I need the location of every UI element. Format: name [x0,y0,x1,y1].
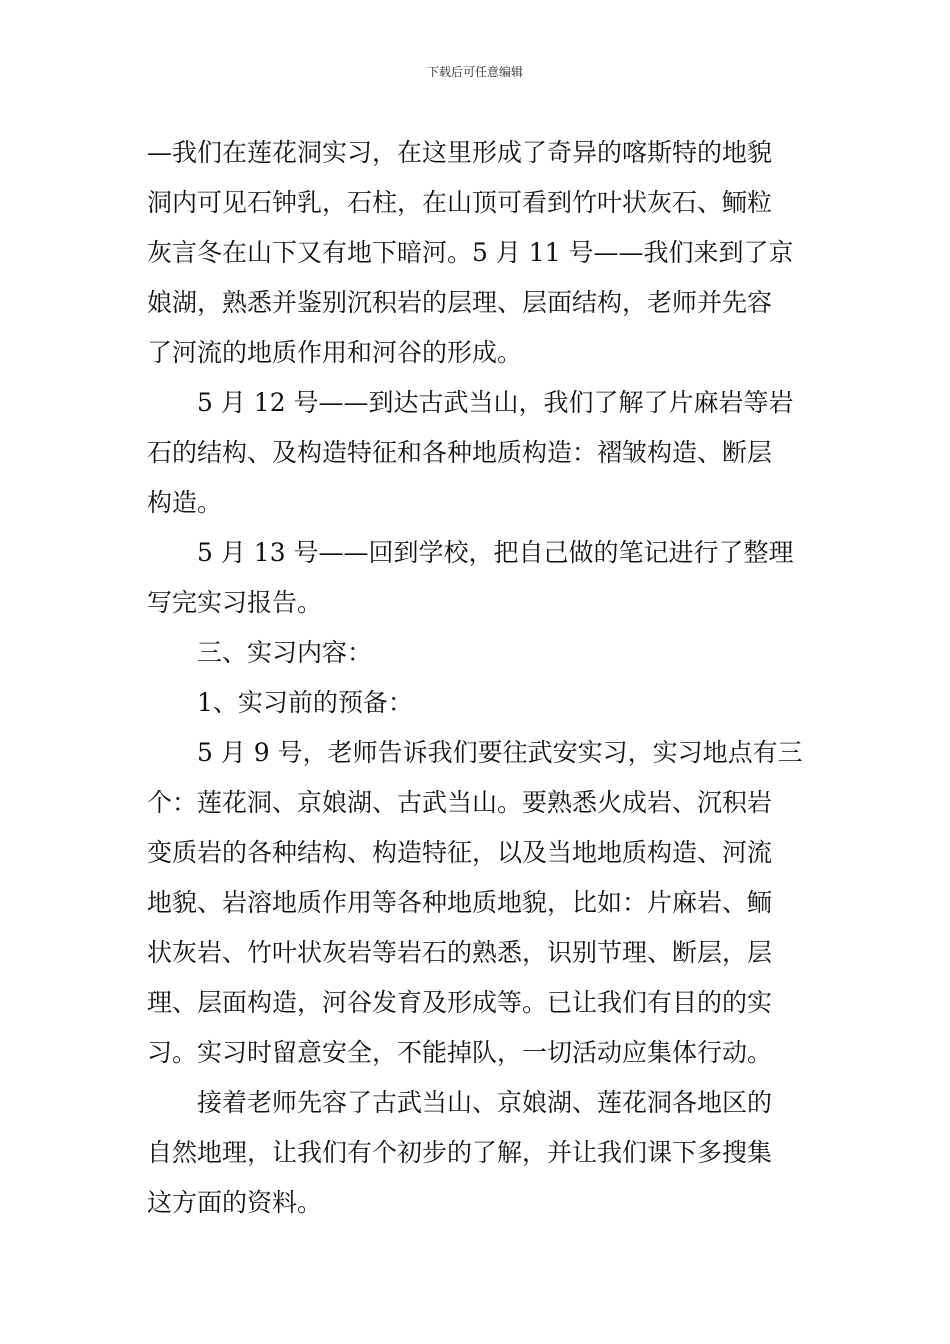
subsection-heading: 1、实习前的预备： [197,688,413,717]
paragraph-start-line: 5 月 12 号——到达古武当山，我们了解了片麻岩等岩 [197,388,794,417]
paragraph-start-line: 5 月 9 号，老师告诉我们要往武安实习，实习地点有三 [197,738,803,767]
text-line: 这方面的资料。 [147,1188,323,1217]
text-line: 自然地理，让我们有个初步的了解，并让我们课下多搜集 [147,1138,773,1167]
section-heading: 三、实习内容： [197,638,373,667]
text-line: 习。实习时留意安全，不能掉队，一切活动应集体行动。 [147,1038,773,1067]
text-line: 变质岩的各种结构、构造特征，以及当地地质构造、河流 [147,838,773,867]
text-line: 写完实习报告。 [147,588,323,617]
text-line: 洞内可见石钟乳，石柱，在山顶可看到竹叶状灰石、鲕粒 [147,188,773,217]
text-line: 灰言冬在山下又有地下暗河。5 月 11 号——我们来到了京 [147,238,794,267]
text-line: 地貌、岩溶地质作用等各种地质地貌，比如：片麻岩、鲕 [147,888,773,917]
text-line: 构造。 [147,488,223,517]
text-line: 娘湖，熟悉并鉴别沉积岩的层理、层面结构，老师并先容 [147,288,773,317]
text-line: —我们在莲花洞实习，在这里形成了奇异的喀斯特的地貌 [147,138,773,167]
text-line: 石的结构、及构造特征和各种地质构造：褶皱构造、断层 [147,438,773,467]
page-header: 下载后可任意编辑 [426,65,523,79]
text-line: 状灰岩、竹叶状灰岩等岩石的熟悉，识别节理、断层，层 [147,938,773,967]
document-body [147,128,807,1228]
text-line: 个：莲花洞、京娘湖、古武当山。要熟悉火成岩、沉积岩 [147,788,773,817]
text-line: 了河流的地质作用和河谷的形成。 [147,338,523,367]
text-line: 理、层面构造，河谷发育及形成等。已让我们有目的的实 [147,988,773,1017]
paragraph-start-line: 接着老师先容了古武当山、京娘湖、莲花洞各地区的 [197,1088,773,1117]
paragraph-start-line: 5 月 13 号——回到学校，把自己做的笔记进行了整理 [197,538,794,567]
